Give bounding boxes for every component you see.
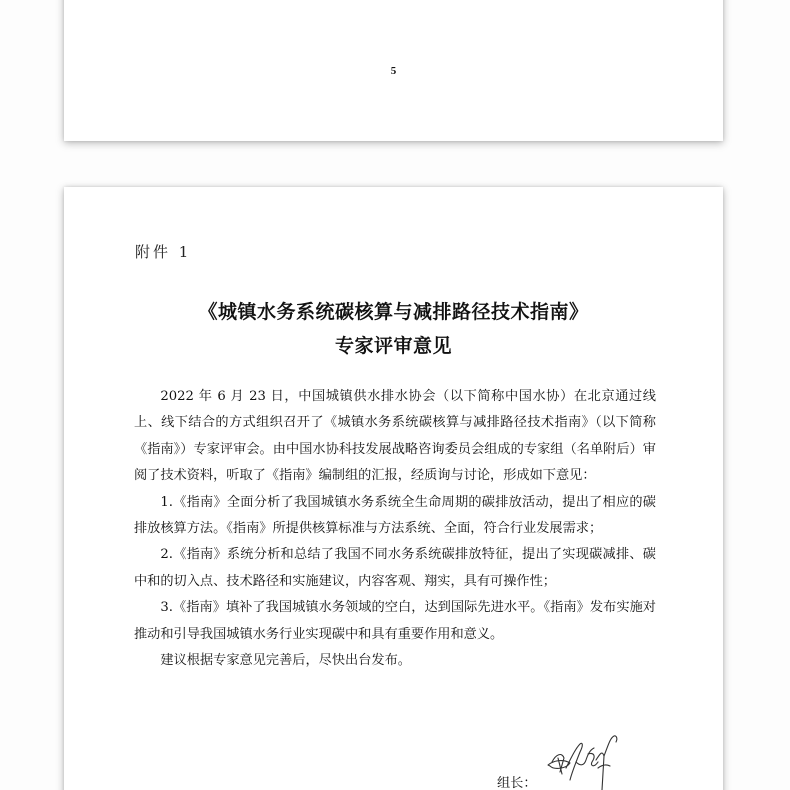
signature-block — [497, 732, 657, 790]
opinion-item-3: 3.《指南》填补了我国城镇水务领域的空白，达到国际先进水平。《指南》发布实施对推动和引导我国城镇水务行业实现碳中和具有重要作用和意义。 — [134, 600, 656, 642]
group-leader-label: 组长： — [497, 776, 537, 790]
current-page — [64, 187, 723, 790]
recommendation-paragraph: 建议根据专家意见完善后，尽快出台发布。 — [160, 653, 411, 669]
page-number: 5 — [390, 65, 397, 77]
document-title: 《城镇水务系统碳核算与减排路径技术指南》 — [198, 301, 589, 323]
intro-paragraph: 2022 年 6 月 23 日，中国城镇供水排水协会（以下简称中国水协）在北京通过线上、线下结合的方式组织召开了《城镇水务系统碳核算与减排路径技术指南》（以下简称《指南》）专家评审会。由中国水协科技发展战略咨询委员会组成的专家组（名单附后）审阅了技术资料，听取了《指南》编制组的汇报，经质询与讨论，形成如下意见： — [134, 389, 656, 484]
handwritten-signature-icon — [542, 732, 632, 790]
document-body — [134, 384, 656, 674]
opinion-item-2: 2.《指南》系统分析和总结了我国不同水务系统碳排放特征，提出了实现碳减排、碳中和的切入点、技术路径和实施建议，内容客观、翔实，具有可操作性； — [134, 547, 656, 589]
opinion-item-1: 1.《指南》全面分析了我国城镇水务系统全生命周期的碳排放活动，提出了相应的碳排放核算方法。《指南》所提供核算标准与方法系统、全面，符合行业发展需求； — [134, 494, 656, 537]
attachment-label: 附件 1 — [135, 243, 192, 261]
document-subtitle: 专家评审意见 — [334, 335, 452, 357]
previous-page — [64, 0, 723, 141]
